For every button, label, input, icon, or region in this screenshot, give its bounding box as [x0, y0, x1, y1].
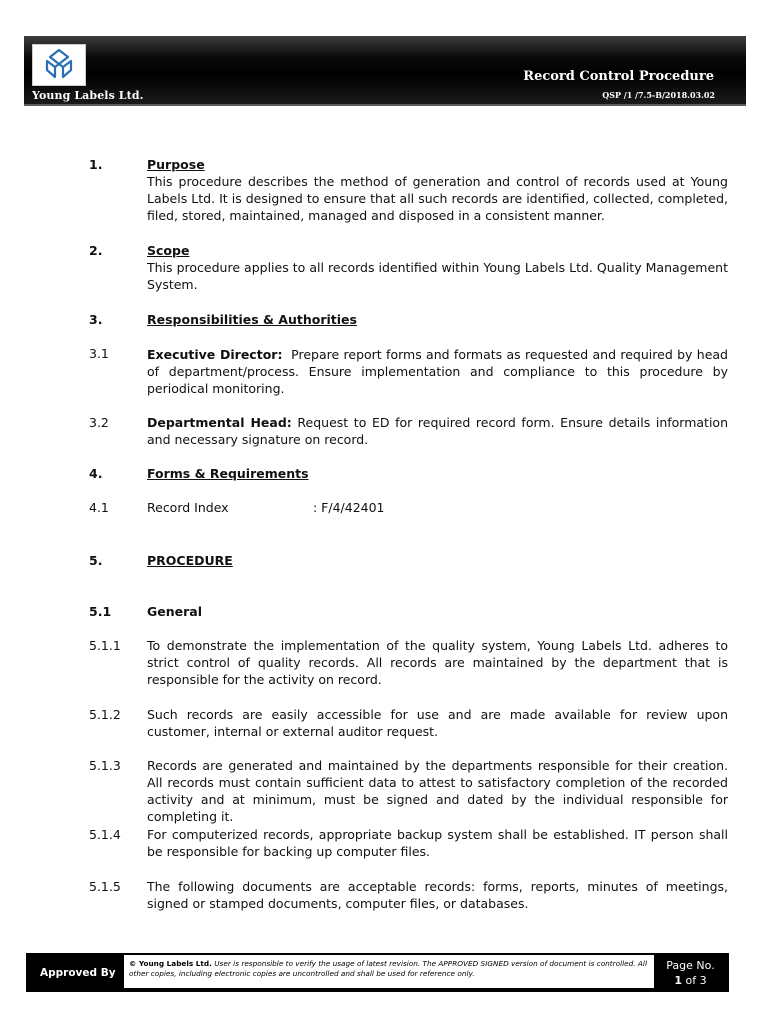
document-code: QSP /1 /7.5-B/2018.03.02 — [602, 90, 715, 100]
record-index-value: : F/4/42401 — [313, 500, 385, 515]
record-index-label: Record Index — [147, 500, 229, 515]
section-number: 5.1.1 — [89, 638, 121, 653]
page-current: 1 — [674, 974, 683, 987]
section-heading: PROCEDURE — [147, 553, 233, 568]
section-text: Such records are easily accessible for use and are made available for review upon customer, internal or external auditor request. — [147, 707, 728, 739]
section-text: For computerized records, appropriate backup system shall be established. IT person shall be responsible for backing up computer files. — [147, 827, 728, 859]
section-number: 3. — [89, 312, 103, 327]
section-number: 5.1.2 — [89, 707, 121, 722]
notice-text: User is responsible to verify the usage of latest revision. The APPROVED SIGNED version of document is controlled. All other copies, including electronic copies are uncontrolled and shall be used for reference only. — [129, 959, 647, 978]
section-departmental-head — [147, 414, 728, 448]
role-label: Executive Director: — [147, 347, 283, 362]
section-number: 1. — [89, 157, 103, 172]
section-executive-director — [147, 346, 728, 397]
company-name: Young Labels Ltd. — [32, 89, 144, 102]
section-heading: General — [147, 604, 202, 619]
copyright-company: © Young Labels Ltd. — [129, 959, 212, 968]
section-heading: Scope — [147, 243, 190, 258]
company-logo — [32, 44, 86, 86]
document-header — [24, 36, 746, 106]
section-scope — [147, 242, 728, 293]
logo-icon — [44, 48, 74, 80]
page-total: of 3 — [685, 974, 707, 987]
section-text: This procedure applies to all records identified within Young Labels Ltd. Quality Management System. — [147, 260, 728, 292]
section-text: Records are generated and maintained by the departments responsible for their creation. All records must contain sufficient data to attest to satisfactory completion of the recorded activity and at minimum, must be signed and dated by the individual responsible for completing it. — [147, 758, 728, 824]
section-purpose — [147, 156, 728, 224]
section-heading: Responsibilities & Authorities — [147, 312, 357, 327]
approved-by-label: Approved By — [40, 967, 116, 979]
section-text: Prepare report forms and formats as requested and required by head of department/process. Ensure implementation and compliance to this procedure by periodical monitoring. — [147, 347, 728, 396]
section-number: 2. — [89, 243, 103, 258]
section-heading: Purpose — [147, 157, 205, 172]
section-number: 5.1.3 — [89, 758, 121, 773]
section-number: 3.2 — [89, 415, 109, 430]
section-heading: Forms & Requirements — [147, 466, 309, 481]
section-text: To demonstrate the implementation of the quality system, Young Labels Ltd. adheres to strict control of quality records. All records are maintained by the department that is responsible for the activity on record. — [147, 638, 728, 687]
document-footer — [26, 953, 729, 992]
section-number: 4.1 — [89, 500, 109, 515]
copyright-notice — [124, 955, 654, 988]
section-text: This procedure describes the method of generation and control of records used at Young Labels Ltd. It is designed to ensure that all such records are identified, collected, completed, filed, stored, maintained, managed and disposed in a consistent manner. — [147, 174, 728, 223]
page-number-label: Page No. — [666, 959, 715, 972]
section-text: The following documents are acceptable records: forms, reports, minutes of meetings, signed or stamped documents, computer files, or databases. — [147, 879, 728, 911]
section-number: 5. — [89, 553, 103, 568]
section-number: 5.1.4 — [89, 827, 121, 842]
role-label: Departmental Head: — [147, 415, 292, 430]
section-number: 4. — [89, 466, 103, 481]
document-title: Record Control Procedure — [523, 69, 714, 84]
section-number: 3.1 — [89, 346, 109, 361]
section-text: Request to ED for required record form. Ensure details information and necessary signature on record. — [147, 415, 728, 447]
section-number: 5.1.5 — [89, 879, 121, 894]
page-count — [652, 974, 729, 987]
section-number: 5.1 — [89, 604, 112, 619]
